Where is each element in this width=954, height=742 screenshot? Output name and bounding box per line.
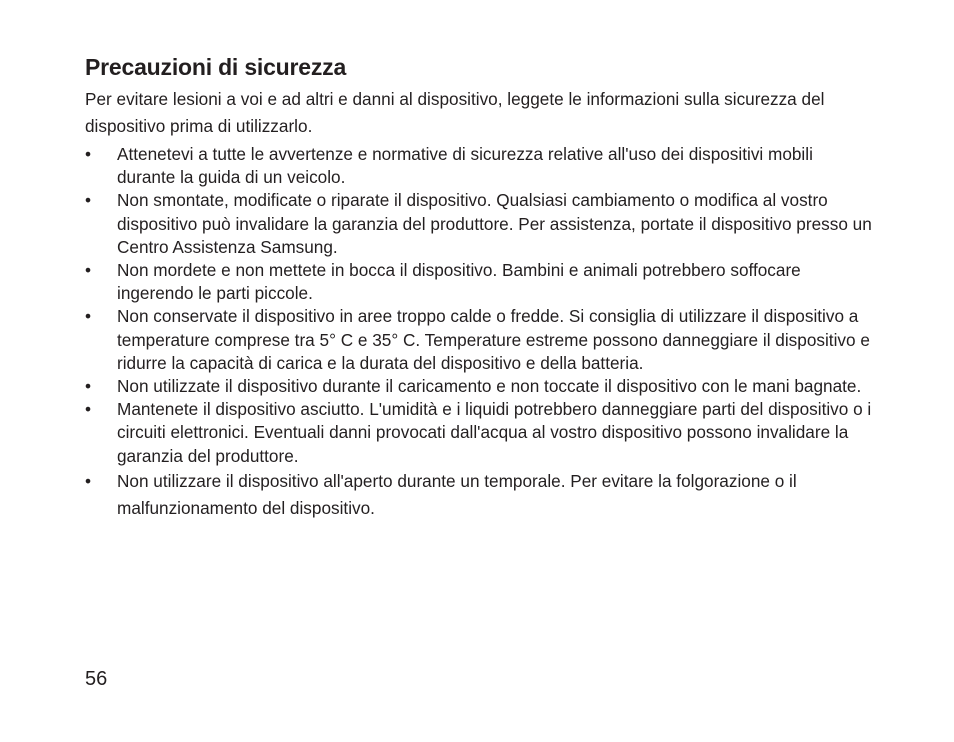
list-item — [85, 375, 875, 398]
bullet-icon: • — [85, 260, 92, 281]
bullet-icon: • — [85, 144, 92, 164]
bullet-icon: • — [85, 306, 92, 327]
list-item — [85, 189, 875, 259]
safety-precautions-list — [85, 143, 875, 522]
bullet-icon: • — [85, 190, 92, 211]
list-item-text: Attenetevi a tutte le avvertenze e normative di sicurezza relative all'uso dei dispositivi mobili durante la guida di un veicolo. — [117, 144, 813, 188]
list-item — [85, 259, 875, 305]
list-item-text: Mantenete il dispositivo asciutto. L'umidità e i liquidi potrebbero danneggiare parti del dispositivo o i circuiti elettronici. Eventuali danni provocati dall'acqua al vostro dispositivo possono invalidare la garanzia del produttore. — [117, 399, 872, 466]
page-content — [85, 52, 875, 522]
list-item-text: Non utilizzate il dispositivo durante il caricamento e non toccate il dispositivo con le mani bagnate. — [117, 376, 862, 397]
list-item-text: Non conservate il dispositivo in aree troppo calde o fredde. Si consiglia di utilizzare il dispositivo a temperature comprese tra 5° C e 35° C. Temperature estreme possono danneggiare il dispositivo e ridurre la capacità di carica e la durata del dispositivo e della batteria. — [117, 306, 870, 373]
list-item — [85, 305, 875, 375]
page-title: Precauzioni di sicurezza — [85, 54, 347, 80]
intro-paragraph: Per evitare lesioni a voi e ad altri e danni al dispositivo, leggete le informazioni sulla sicurezza del dispositivo prima di utilizzarlo. — [85, 89, 825, 136]
list-item-text: Non mordete e non mettete in bocca il dispositivo. Bambini e animali potrebbero soffocare ingerendo le parti piccole. — [117, 260, 801, 304]
list-item-text: Non smontate, modificate o riparate il dispositivo. Qualsiasi cambiamento o modifica al vostro dispositivo può invalidare la garanzia del produttore. Per assistenza, portate il dispositivo presso un Centro Assistenza Samsung. — [117, 190, 872, 257]
bullet-icon: • — [85, 376, 92, 397]
bullet-icon: • — [85, 399, 92, 420]
list-item — [85, 143, 875, 189]
bullet-icon: • — [85, 470, 92, 491]
list-item — [85, 398, 875, 468]
list-item — [85, 468, 875, 522]
page-number: 56 — [85, 668, 108, 690]
list-item-text: Non utilizzare il dispositivo all'aperto durante un temporale. Per evitare la folgorazione o il malfunzionamento del dispositivo. — [117, 470, 797, 518]
